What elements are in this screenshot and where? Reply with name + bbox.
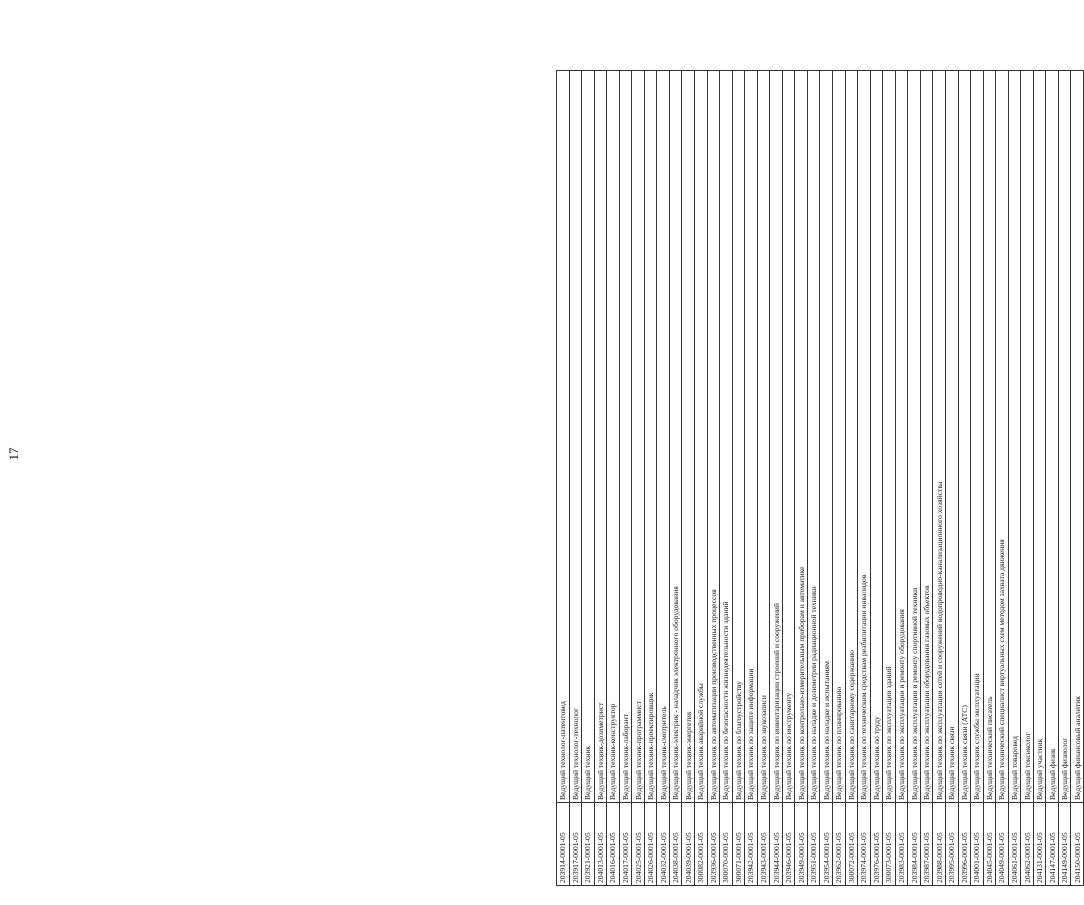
row-position-name: Ведущий техник по наладке и испытаниям (820, 71, 833, 803)
row-position-name: Ведущий техник по звукозаписи (757, 71, 770, 803)
table-row (1046, 71, 1059, 886)
table-row (745, 71, 758, 886)
table-row (594, 71, 607, 886)
row-code: 300082-0001-05 (695, 803, 708, 886)
table-row (1058, 71, 1071, 886)
table-row (607, 71, 620, 886)
row-code: 203976-0001-05 (870, 803, 883, 886)
row-code: 204150-0001-05 (1071, 803, 1084, 886)
table-row (958, 71, 971, 886)
table-row (632, 71, 645, 886)
row-position-name: Ведущий технический специалист виртуальных схем методом захвата движения (996, 71, 1009, 803)
row-code: 204038-0001-05 (669, 803, 682, 886)
row-code: 203942-0001-05 (745, 803, 758, 886)
table-row (795, 71, 808, 886)
row-position-name: Ведущий техник по контрольно-измерительным приборам и автоматике (795, 71, 808, 803)
row-position-name: Ведущий участник (1033, 71, 1046, 803)
row-position-name: Ведущий техник службы эксплуатации (971, 71, 984, 803)
row-position-name: Ведущий техник связи (АТС) (958, 71, 971, 803)
table-row (582, 71, 595, 886)
table-row (1008, 71, 1021, 886)
row-code: 203983-0001-05 (895, 803, 908, 886)
row-code: 204039-0001-05 (682, 803, 695, 886)
row-code: 204017-0001-05 (619, 803, 632, 886)
table-row (707, 71, 720, 886)
table-row (619, 71, 632, 886)
row-position-name: Ведущий техник по безопасности жизнедеятельности зданий (720, 71, 733, 803)
row-position-name: Ведущий техник по планированию (833, 71, 846, 803)
table-row (807, 71, 820, 886)
row-code: 203988-0001-05 (933, 803, 946, 886)
row-position-name: Ведущий техник-электрик - наладчик электронного оборудования (669, 71, 682, 803)
row-position-name: Ведущий техник по техническим средствам реабилитации инвалидов (858, 71, 871, 803)
row-code: 204032-0001-05 (657, 803, 670, 886)
row-position-name: Ведущий технический писатель (983, 71, 996, 803)
table-row (920, 71, 933, 886)
row-position-name: Ведущий техник по инвентаризации строений и сооружений (770, 71, 783, 803)
table-row (569, 71, 582, 886)
row-code: 203944-0001-05 (770, 803, 783, 886)
row-position-name: Ведущий техник-дозиметрист (594, 71, 607, 803)
row-position-name: Ведущий технолог-патентовед (557, 71, 570, 803)
row-code: 300070-0001-05 (720, 803, 733, 886)
row-code: 204131-0001-05 (1033, 803, 1046, 886)
row-position-name: Ведущий техник-смотритель (657, 71, 670, 803)
row-position-name: Ведущий техник по труду (870, 71, 883, 803)
row-code: 203962-0001-05 (833, 803, 846, 886)
row-code: 300071-0001-05 (732, 803, 745, 886)
row-code: 204045-0001-05 (983, 803, 996, 886)
table-row (945, 71, 958, 886)
table-row (732, 71, 745, 886)
table-row (1071, 71, 1084, 886)
row-position-name: Ведущий техник по благоустройству (732, 71, 745, 803)
table-row (895, 71, 908, 886)
table-row (682, 71, 695, 886)
row-position-name: Ведущий техник по наладке и дозиметрии радиационной техники (807, 71, 820, 803)
table-row (833, 71, 846, 886)
row-code: 203943-0001-05 (757, 803, 770, 886)
row-position-name: Ведущий техник по эксплуатации и ремонту оборудования (895, 71, 908, 803)
table-row (557, 71, 570, 886)
table-body (557, 71, 1084, 886)
positions-table (556, 70, 1084, 886)
row-code: 204026-0001-05 (644, 803, 657, 886)
table-row (1033, 71, 1046, 886)
row-code: 300072-0001-05 (845, 803, 858, 886)
row-position-name: Ведущий финансовый аналитик (1071, 71, 1084, 803)
row-position-name: Ведущий техник по эксплуатации и ремонту спортивной техники (908, 71, 921, 803)
row-code: 203917-0001-05 (569, 803, 582, 886)
table-row (971, 71, 984, 886)
page-number: 17 (6, 447, 21, 461)
row-code: 204049-0001-05 (996, 803, 1009, 886)
row-position-name: Ведущий физиолог (1058, 71, 1071, 803)
row-position-name: Ведущий техник по инструменту (782, 71, 795, 803)
row-position-name: Ведущий техник связи (945, 71, 958, 803)
table-row (1021, 71, 1034, 886)
row-position-name: Ведущий технолог-технолог (569, 71, 582, 803)
table-row (858, 71, 871, 886)
table-row (933, 71, 946, 886)
table-row (695, 71, 708, 886)
row-code: 203987-0001-05 (920, 803, 933, 886)
table-row (644, 71, 657, 886)
row-position-name: Ведущий техник-программист (632, 71, 645, 803)
row-code: 204061-0001-05 (1008, 803, 1021, 886)
row-code: 203921-0001-05 (582, 803, 595, 886)
row-code: 204025-0001-05 (632, 803, 645, 886)
table-row (870, 71, 883, 886)
row-code: 203914-0001-05 (557, 803, 570, 886)
row-code: 203949-0001-05 (795, 803, 808, 886)
row-code: 203984-0001-05 (908, 803, 921, 886)
row-code: 204149-0001-05 (1058, 803, 1071, 886)
table-row (770, 71, 783, 886)
row-code: 204016-0001-05 (607, 803, 620, 886)
row-position-name: Ведущий техник по защите информации (745, 71, 758, 803)
row-position-name: Ведущий техник по эксплуатации зданий (883, 71, 896, 803)
row-code: 203974-0001-05 (858, 803, 871, 886)
row-code: 203995-0001-05 (945, 803, 958, 886)
table-row (908, 71, 921, 886)
row-code: 204147-0001-05 (1046, 803, 1059, 886)
row-code: 300073-0001-05 (883, 803, 896, 886)
row-code: 204001-0001-05 (971, 803, 984, 886)
row-position-name: Ведущий техник по санитарному содержанию (845, 71, 858, 803)
table-row (883, 71, 896, 886)
row-code: 204062-0001-05 (1021, 803, 1034, 886)
row-code: 203951-0001-05 (807, 803, 820, 886)
table-row (983, 71, 996, 886)
table-row (996, 71, 1009, 886)
row-position-name: Ведущий техник (582, 71, 595, 803)
table-row (845, 71, 858, 886)
table-row (820, 71, 833, 886)
row-position-name: Ведущий техник аварийной службы (695, 71, 708, 803)
row-code: 204013-0001-05 (594, 803, 607, 886)
row-position-name: Ведущий техник-лаборант (619, 71, 632, 803)
row-position-name: Ведущий товаровед (1008, 71, 1021, 803)
table-row (782, 71, 795, 886)
row-position-name: Ведущий техник по автоматизации производственных процессов (707, 71, 720, 803)
rotated-table-wrapper (556, 70, 1084, 886)
table-row (757, 71, 770, 886)
row-code: 203936-0001-05 (707, 803, 720, 886)
row-code: 203946-0001-05 (782, 803, 795, 886)
table-row (720, 71, 733, 886)
row-code: 203954-0001-05 (820, 803, 833, 886)
row-code: 203996-0001-05 (958, 803, 971, 886)
row-position-name: Ведущий техник-проектировщик (644, 71, 657, 803)
table-row (657, 71, 670, 886)
row-position-name: Ведущий техник-конструктор (607, 71, 620, 803)
table-row (669, 71, 682, 886)
row-position-name: Ведущий техник-энергетик (682, 71, 695, 803)
row-position-name: Ведущий техник по эксплуатации сетей и сооружений водопроводно-канализационного хозяйства (933, 71, 946, 803)
row-position-name: Ведущий физик (1046, 71, 1059, 803)
row-position-name: Ведущий токсиколог (1021, 71, 1034, 803)
row-position-name: Ведущий техник по эксплуатации оборудования газовых объектов (920, 71, 933, 803)
